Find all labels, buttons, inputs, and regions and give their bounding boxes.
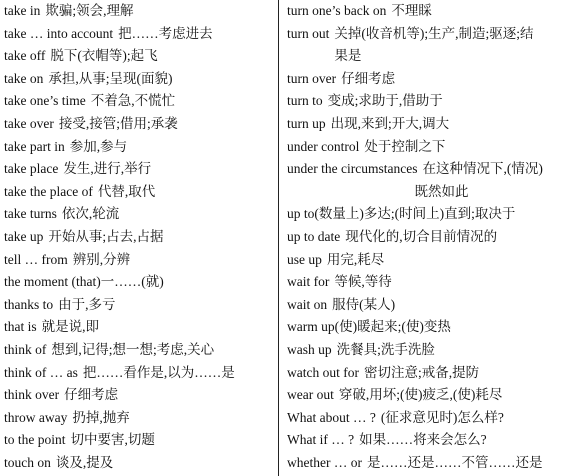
phrase-meaning: 承担,从事;呈现(面貌)	[48, 70, 173, 86]
phrase-entry	[4, 181, 274, 204]
phrase-term: take … into account	[4, 25, 114, 41]
phrase-entry	[287, 452, 577, 475]
phrase-entry	[4, 407, 274, 430]
phrase-meaning: 出现,来到;开大,调大	[330, 115, 450, 131]
phrase-term: What about … ?	[287, 409, 376, 425]
phrase-term: wait on	[287, 296, 328, 312]
phrase-term: that is	[4, 319, 37, 335]
phrase-meaning: 谈及,提及	[55, 454, 114, 470]
phrase-entry	[287, 136, 577, 159]
column-divider	[278, 0, 279, 476]
phrase-meaning: 欺骗;领会,理解	[45, 3, 134, 18]
phrase-term: turn one’s back on	[287, 3, 387, 18]
phrase-term: wash up	[287, 341, 332, 357]
phrase-meaning: 如果……将来会怎么?	[359, 432, 487, 448]
phrase-meaning: 开始从事;占去,占据	[48, 228, 164, 244]
phrase-entry	[287, 90, 577, 113]
phrase-entry	[287, 294, 577, 317]
phrase-term: whether … or	[287, 454, 362, 470]
phrase-entry	[287, 68, 577, 91]
phrase-meaning: 服侍(某人)	[332, 296, 396, 312]
phrase-entry	[4, 158, 274, 181]
phrase-term: What if … ?	[287, 432, 355, 448]
phrase-term: think of	[4, 341, 47, 357]
phrase-entry	[287, 362, 577, 385]
phrase-entry	[4, 113, 274, 136]
phrase-term: turn out	[287, 25, 330, 41]
phrase-meaning: 仔细考虑	[64, 387, 119, 403]
phrase-entry	[287, 203, 577, 226]
phrase-meaning: 依次,轮流	[61, 206, 120, 222]
left-column	[4, 0, 274, 476]
phrase-meaning-continuation: 既然如此	[414, 183, 469, 199]
phrase-term: take the place of	[4, 183, 93, 199]
phrase-term: think over	[4, 387, 60, 403]
phrase-term: wait for	[287, 274, 330, 290]
phrase-term: take one’s time	[4, 93, 86, 109]
phrase-term: take off	[4, 48, 46, 64]
phrase-meaning: 一……(就)	[100, 274, 164, 290]
phrase-term: up to	[287, 206, 315, 222]
phrase-meaning: 由于,多亏	[58, 296, 116, 312]
phrase-entry	[287, 316, 577, 339]
phrase-meaning: 用完,耗尽	[326, 251, 385, 267]
phrase-entry	[287, 407, 577, 430]
phrase-meaning: 处于控制之下	[364, 138, 446, 154]
phrase-term: take part in	[4, 138, 65, 154]
phrase-entry	[287, 158, 577, 203]
phrase-entry	[287, 339, 577, 362]
phrase-term: to the point	[4, 432, 66, 448]
phrase-entry	[4, 429, 274, 452]
phrase-entry	[4, 23, 274, 46]
phrase-meaning: (数量上)多达;(时间上)直到;取决于	[314, 206, 516, 222]
phrase-meaning: 把……看作是,以为……是	[82, 364, 235, 380]
phrase-entry	[4, 362, 274, 385]
phrase-entry	[4, 45, 274, 68]
phrase-entry	[4, 452, 274, 475]
phrase-term: think of … as	[4, 364, 78, 380]
phrase-meaning: 想到,记得;想一想;考虑,关心	[51, 341, 215, 357]
phrase-meaning-continuation: 果是	[334, 48, 362, 64]
phrase-term: turn over	[287, 70, 337, 86]
phrase-entry	[287, 23, 577, 68]
phrase-entry	[4, 68, 274, 91]
phrase-entry	[287, 113, 577, 136]
phrase-term: up to date	[287, 228, 341, 244]
phrase-entry	[4, 203, 274, 226]
phrase-term: take on	[4, 70, 44, 86]
right-column	[287, 0, 577, 476]
phrase-term: wear out	[287, 387, 334, 403]
phrase-meaning: 仔细考虑	[341, 70, 396, 86]
phrase-meaning: 洗餐具;洗手洗脸	[336, 341, 435, 357]
phrase-meaning: (使)暖起来;(使)变热	[334, 319, 451, 335]
phrase-entry	[4, 339, 274, 362]
phrase-term: touch on	[4, 454, 51, 470]
phrase-term: under the circumstances	[287, 161, 418, 177]
phrase-meaning: 脱下(衣帽等);起飞	[50, 48, 158, 64]
phrase-meaning: 穿破,用坏;(使)疲乏,(使)耗尽	[338, 387, 503, 403]
phrase-term: take place	[4, 161, 59, 177]
phrase-meaning: 关掉(收音机等);生产,制造;驱逐;结	[334, 25, 534, 41]
phrase-meaning: 是……还是……不管……还是	[366, 454, 543, 470]
phrase-entry	[4, 226, 274, 249]
phrase-term: the moment (that)	[4, 274, 101, 290]
phrase-meaning: 在这种情况下,(情况)	[422, 161, 543, 177]
phrase-entry	[4, 136, 274, 159]
phrase-entry	[4, 271, 274, 294]
phrase-meaning: 扔掉,抛弃	[72, 409, 130, 425]
phrase-entry	[287, 271, 577, 294]
phrase-meaning: 等候,等待	[334, 274, 392, 290]
phrase-meaning: 就是说,即	[41, 319, 99, 335]
phrase-meaning: 不理睬	[391, 3, 432, 18]
phrase-entry	[4, 294, 274, 317]
phrase-term: thanks to	[4, 296, 54, 312]
phrase-term: take over	[4, 115, 54, 131]
phrase-entry	[4, 90, 274, 113]
phrase-meaning: 代替,取代	[97, 183, 156, 199]
phrase-term: under control	[287, 138, 360, 154]
phrase-term: take in	[4, 3, 41, 18]
phrase-term: use up	[287, 251, 322, 267]
phrase-meaning: (征求意见时)怎么样?	[380, 409, 504, 425]
phrase-meaning-block	[414, 158, 543, 203]
phrase-meaning: 发生,进行,举行	[63, 161, 152, 177]
phrase-term: watch out for	[287, 364, 359, 380]
phrase-meaning: 密切注意;戒备,提防	[363, 364, 480, 380]
phrase-entry	[287, 0, 577, 23]
phrase-meaning: 辨别,分辨	[72, 251, 131, 267]
phrase-meaning: 切中要害,切题	[70, 432, 155, 448]
phrase-meaning: 接受,接管;借用;承袭	[58, 115, 178, 131]
phrase-term: turn to	[287, 93, 323, 109]
phrase-entry	[4, 316, 274, 339]
phrase-meaning: 参加,参与	[69, 138, 128, 154]
phrase-entry	[4, 249, 274, 272]
phrase-entry	[4, 0, 274, 23]
phrase-entry	[287, 384, 577, 407]
phrase-term: tell … from	[4, 251, 68, 267]
phrase-term: turn up	[287, 115, 326, 131]
phrase-meaning: 变成;求助于,借助于	[327, 93, 443, 109]
phrase-term: throw away	[4, 409, 68, 425]
phrase-entry	[287, 226, 577, 249]
phrase-entry	[4, 384, 274, 407]
phrase-entry	[287, 429, 577, 452]
phrase-meaning: 把……考虑进去	[118, 25, 213, 41]
phrase-term: take up	[4, 228, 44, 244]
phrase-term: take turns	[4, 206, 57, 222]
phrase-meaning-block	[334, 23, 533, 68]
phrase-meaning: 现代化的,切合目前情况的	[345, 228, 498, 244]
phrase-term: warm up	[287, 319, 335, 335]
phrase-meaning: 不着急,不慌忙	[90, 93, 176, 109]
phrase-entry	[287, 249, 577, 272]
